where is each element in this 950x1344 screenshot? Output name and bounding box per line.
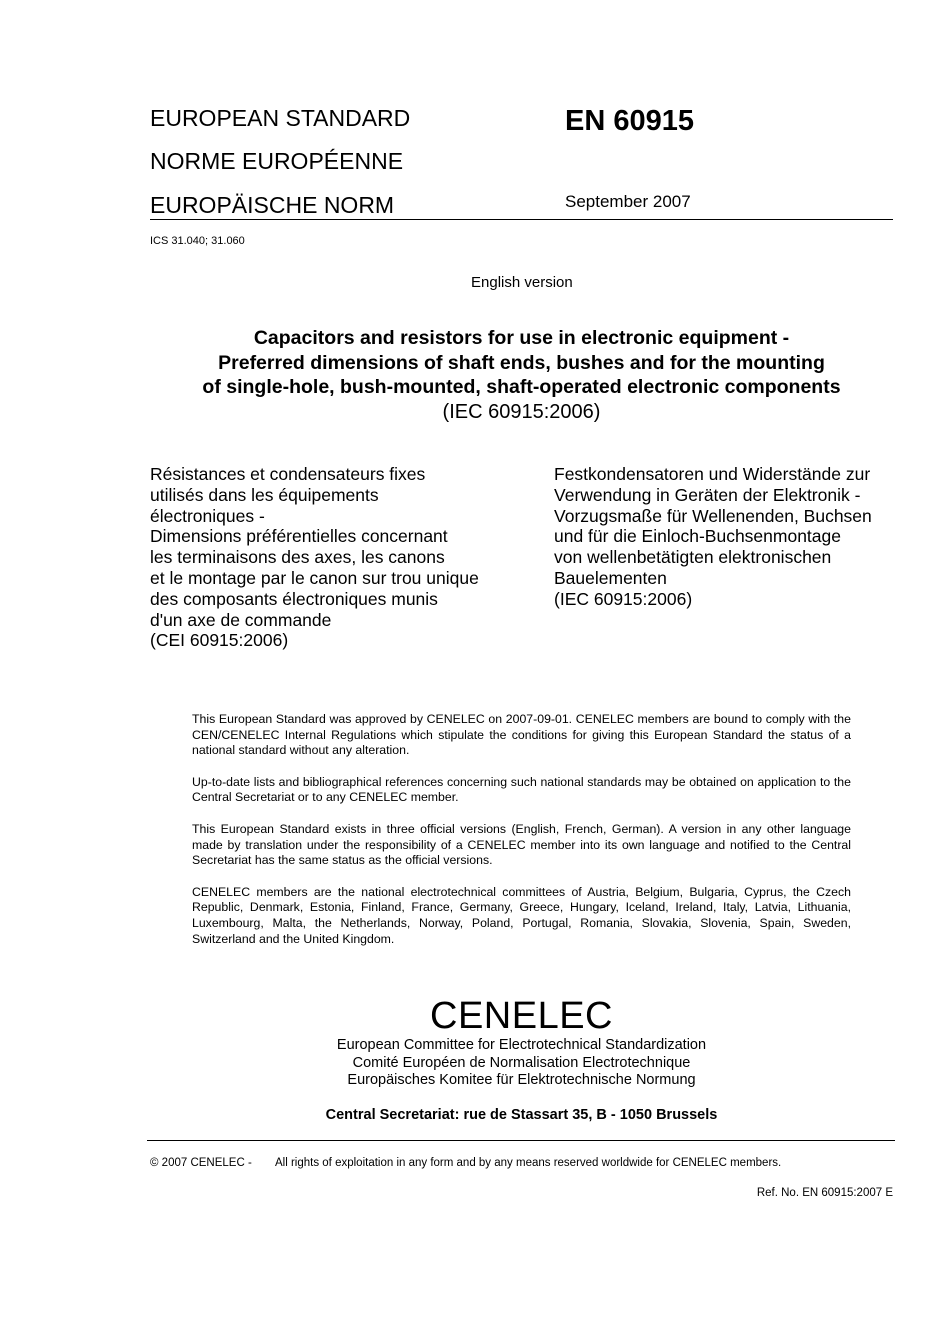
committee-name-german: Europäisches Komitee für Elektrotechnische Normung [347, 1072, 696, 1088]
french-title-line: les terminaisons des axes, les canons [150, 547, 445, 568]
german-title-line: Festkondensatoren und Widerstände zur [554, 464, 871, 484]
secretariat-address: Central Secretariat: rue de Stassart 35, B - 1050 Brussels [325, 1107, 718, 1123]
french-title-line: utilisés dans les équipements [150, 484, 379, 505]
ics-codes: ICS 31.040; 31.060 [150, 235, 245, 247]
french-title-line: Dimensions préférentielles concernant [150, 526, 448, 547]
french-title-line: électroniques - [150, 505, 265, 526]
legal-notice [192, 712, 851, 963]
french-title-line: et le montage par le canon sur trou unique [150, 567, 479, 588]
committee-names [0, 1037, 950, 1090]
french-title-line: des composants électroniques munis [150, 588, 438, 609]
french-title [150, 464, 479, 651]
french-title-line: (CEI 60915:2006) [150, 630, 289, 651]
french-title-line: Résistances et condensateurs fixes [150, 464, 426, 484]
title-french: NORME EUROPÉENNE [150, 148, 404, 174]
standard-number: EN 60915 [565, 105, 694, 137]
german-title [554, 464, 872, 610]
german-title-line: und für die Einloch-Buchsenmontage [554, 526, 841, 547]
footer-copyright: © 2007 CENELEC - [150, 1157, 252, 1169]
legal-paragraph-versions: This European Standard exists in three official versions (English, French, German). A version in any other language made by translation under the responsibility of a CENELEC member into its own language and notified to the Central Secretariat has the same status as the official versions. [192, 821, 851, 868]
legal-paragraph-references: Up-to-date lists and bibliographical references concerning such national standards may be obtained on application to the Central Secretariat or to any CENELEC member. [192, 774, 851, 805]
header-divider [150, 219, 893, 220]
german-title-line: Verwendung in Geräten der Elektronik - [554, 484, 861, 505]
german-title-line: Vorzugsmaße für Wellenenden, Buchsen [554, 505, 872, 526]
french-title-line: d'un axe de commande [150, 609, 332, 630]
title-english: EUROPEAN STANDARD [150, 105, 411, 131]
footer-divider [147, 1140, 895, 1141]
cenelec-logo: CENELEC [430, 995, 613, 1037]
committee-name-english: European Committee for Electrotechnical Standardization [336, 1037, 707, 1053]
german-title-line: von wellenbetätigten elektronischen [554, 547, 832, 568]
footer-rights: All rights of exploitation in any form and by any means reserved worldwide for CENELEC members. [275, 1157, 782, 1169]
main-title-line: Capacitors and resistors for use in electronic equipment - [253, 327, 790, 349]
main-title [100, 326, 943, 424]
main-title-reference: (IEC 60915:2006) [442, 400, 601, 423]
publication-date: September 2007 [565, 192, 691, 211]
main-title-line: of single-hole, bush-mounted, shaft-operated electronic components [202, 376, 841, 398]
german-title-line: (IEC 60915:2006) [554, 588, 693, 609]
reference-number: Ref. No. EN 60915:2007 E [756, 1187, 893, 1199]
german-title-line: Bauelementen [554, 567, 667, 588]
committee-name-french: Comité Européen de Normalisation Electrotechnique [352, 1054, 691, 1071]
legal-paragraph-members: CENELEC members are the national electrotechnical committees of Austria, Belgium, Bulgaria, Cyprus, the Czech Republic, Denmark, Estonia, Finland, France, Germany, Greece, Hungary, Iceland, Ireland, Italy, Latvia, Lithuania, Luxembourg, Malta, the Netherlands, Norway, Poland, Portugal, Romania, Slovakia, Slovenia, Spain, Sweden, Switzerland and the United Kingdom. [192, 884, 851, 946]
main-title-line: Preferred dimensions of shaft ends, bushes and for the mounting [218, 351, 825, 374]
version-label: English version [471, 274, 573, 291]
title-german: EUROPÄISCHE NORM [150, 192, 395, 218]
legal-paragraph-approval: This European Standard was approved by CENELEC on 2007-09-01. CENELEC members are bound to comply with the CEN/CENELEC Internal Regulations which stipulate the conditions for giving this European Standard the status of a national standard without any alteration. [192, 712, 851, 758]
